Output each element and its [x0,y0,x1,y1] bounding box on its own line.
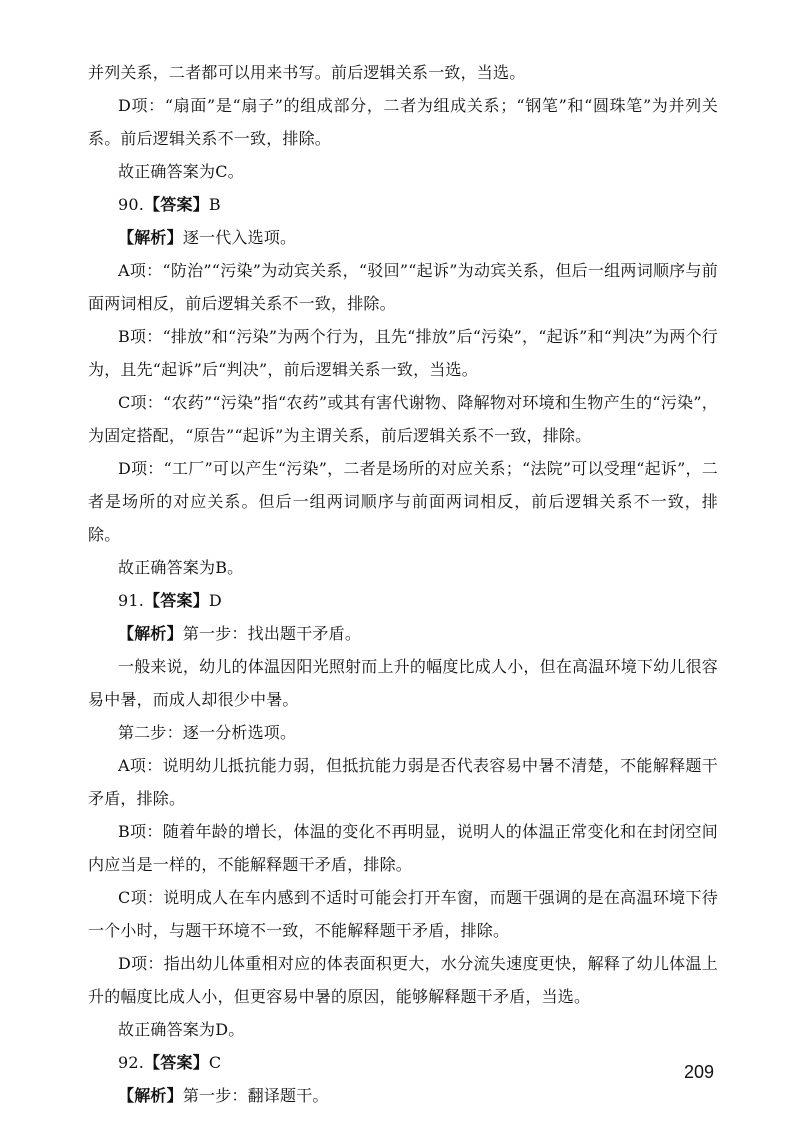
analysis-text: 逐一代入选项。 [182,228,297,247]
analysis-tag: 【解析】 [118,624,183,643]
analysis-line [88,1079,718,1112]
paragraph: A项：“防治”“污染”为动宾关系，“驳回”“起诉”为动宾关系，但后一组两词顺序与前面两词相反，前后逻辑关系不一致，排除。 [88,261,718,313]
paragraph: 并列关系，二者都可以用来书写。前后逻辑关系一致，当选。 [88,63,526,82]
answer-tag: 【答案】 [144,195,209,214]
paragraph: D项：“工厂”可以产生“污染”，二者是场所的对应关系；“法院”可以受理“起诉”，二者是场所的对应关系。但后一组两词顺序与前面两词相反，前后逻辑关系不一致，排除。 [88,459,718,544]
paragraph: 一般来说，幼儿的体温因阳光照射而上升的幅度比成人小，但在高温环境下幼儿很容易中暑，而成人却很少中暑。 [88,657,718,709]
answer-explanation-body [88,56,718,1112]
analysis-text: 第一步：找出题干矛盾。 [182,624,362,643]
paragraph: A项：说明幼儿抵抗能力弱，但抵抗能力弱是否代表容易中暑不清楚，不能解释题干矛盾，排除。 [88,756,718,808]
answer-value: C [208,1053,222,1072]
page-number: 209 [684,1062,715,1082]
answer-line [88,1046,718,1079]
answer-tag: 【答案】 [144,1053,209,1072]
analysis-tag: 【解析】 [118,228,183,247]
analysis-line [88,221,718,254]
analysis-tag: 【解析】 [118,1086,183,1105]
paragraph: 故正确答案为C。 [118,162,244,181]
paragraph: 故正确答案为B。 [118,558,244,577]
answer-tag: 【答案】 [144,591,209,610]
answer-line [88,188,718,221]
paragraph: B项：“排放”和“污染”为两个行为，且先“排放”后“污染”，“起诉”和“判决”为两个行为，且先“起诉”后“判决”，前后逻辑关系一致，当选。 [88,327,718,379]
paragraph: C项：“农药”“污染”指“农药”或其有害代谢物、降解物对环境和生物产生的“污染”，为固定搭配，“原告”“起诉”为主谓关系，前后逻辑关系不一致，排除。 [88,393,718,445]
answer-line [88,584,718,617]
paragraph: 故正确答案为D。 [118,1020,245,1039]
paragraph: D项：指出幼儿体重相对应的体表面积更大，水分流失速度更快，解释了幼儿体温上升的幅度比成人小，但更容易中暑的原因，能够解释题干矛盾，当选。 [88,954,718,1006]
answer-value: B [208,195,221,214]
analysis-line [88,617,718,650]
analysis-text: 第一步：翻译题干。 [182,1086,329,1105]
paragraph: 第二步：逐一分析选项。 [118,723,297,742]
paragraph: D项：“扇面”是“扇子”的组成部分，二者为组成关系；“钢笔”和“圆珠笔”为并列关系。前后逻辑关系不一致，排除。 [88,96,718,148]
question-number: 92. [118,1053,145,1072]
question-number: 91. [118,591,145,610]
answer-value: D [208,591,222,610]
question-number: 90. [118,195,145,214]
paragraph: B项：随着年龄的增长，体温的变化不再明显，说明人的体温正常变化和在封闭空间内应当是一样的，不能解释题干矛盾，排除。 [88,822,718,874]
paragraph: C项：说明成人在车内感到不适时可能会打开车窗，而题干强调的是在高温环境下待一个小时，与题干环境不一致，不能解释题干矛盾，排除。 [88,888,718,940]
